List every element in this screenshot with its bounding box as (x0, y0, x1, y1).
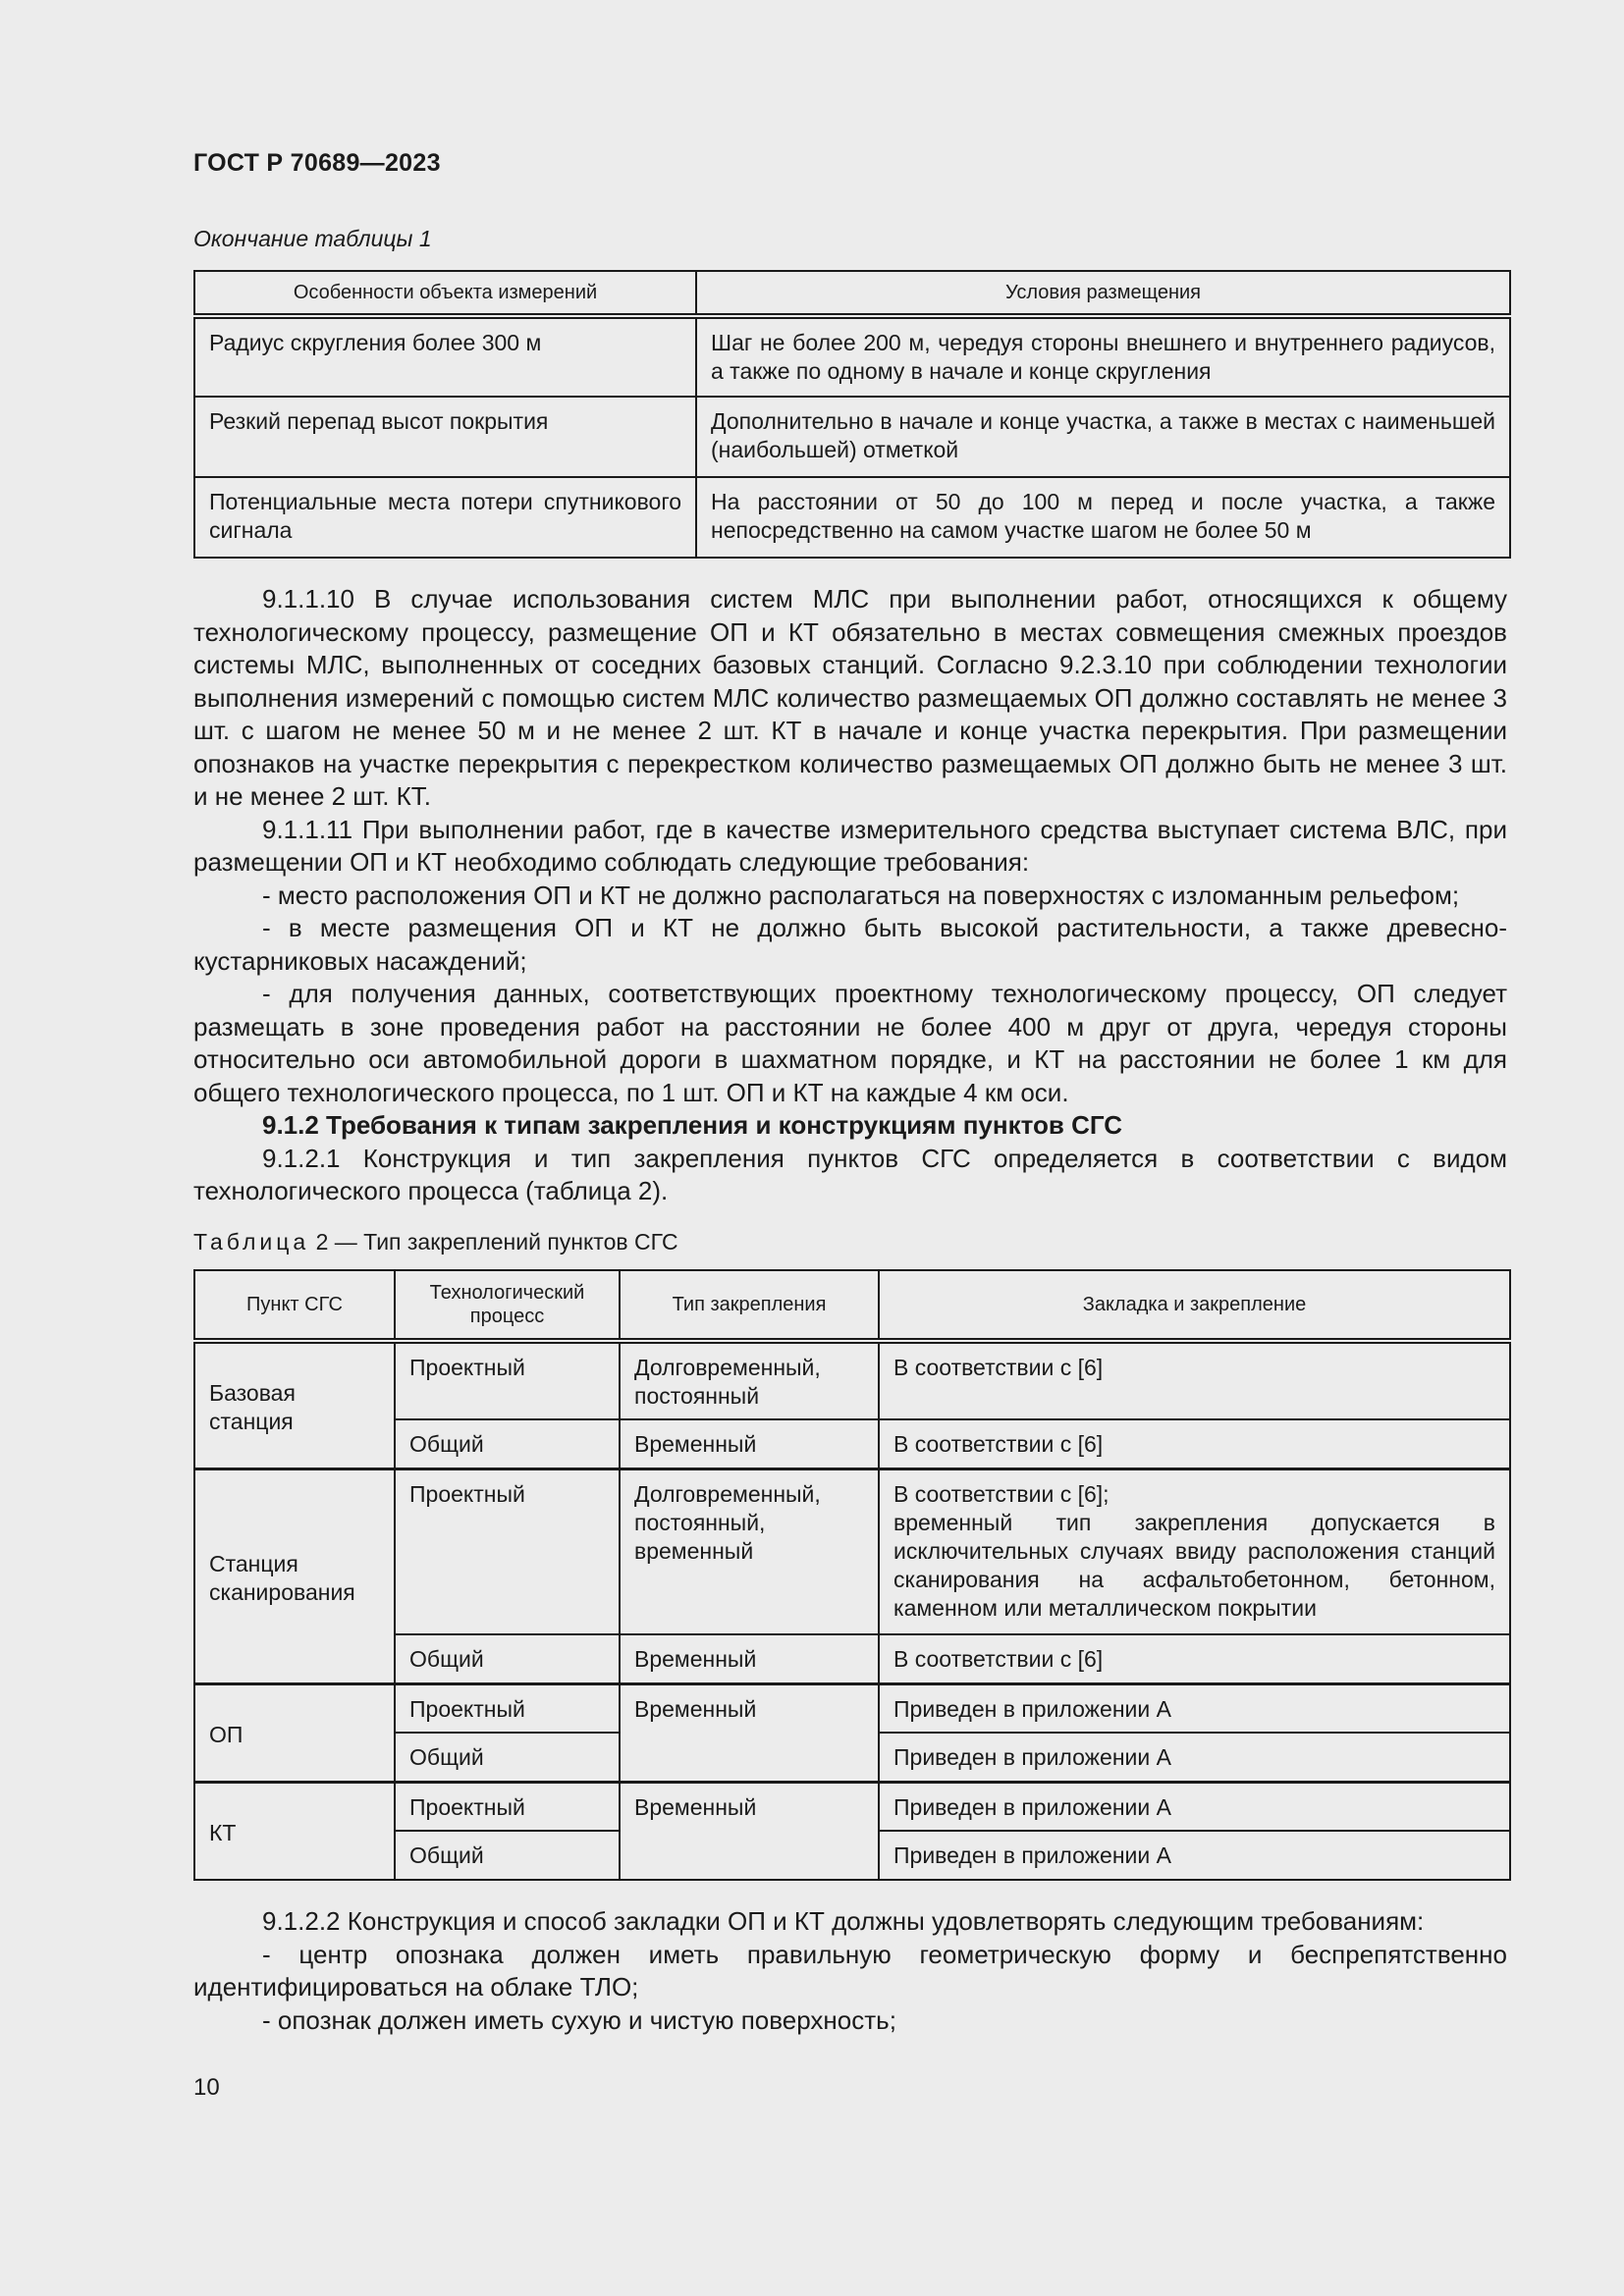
table-cell: В соответствии с [6] (879, 1634, 1510, 1683)
table-cell: Общий (395, 1831, 620, 1880)
table-cell: В соответствии с [6] (879, 1341, 1510, 1419)
table-cell: Проектный (395, 1341, 620, 1419)
table-cell: Потенциальные места потери спутникового сигнала (194, 477, 696, 558)
table-row (194, 316, 1510, 397)
column-header: Закладка и закрепление (879, 1270, 1510, 1341)
table-cell: Дополнительно в начале и конце участка, а также в местах с наименьшей (наибольшей) отметкой (696, 397, 1510, 477)
document-code: ГОСТ Р 70689—2023 (193, 149, 441, 177)
table-continuation-label: Окончание таблицы 1 (193, 226, 432, 251)
table-cell: Долговременный, постоянный (620, 1341, 879, 1419)
body-text-section (193, 583, 1507, 1208)
table-row (194, 1341, 1510, 1419)
table-row (194, 397, 1510, 477)
list-item: - опознак должен иметь сухую и чистую поверхность; (262, 2004, 896, 2035)
column-header: Условия размещения (696, 271, 1510, 316)
list-item: - для получения данных, соответствующих проектному технологическому процессу, ОП следует размещать в зоне проведения работ на расстоянии не более 400 м друг от друга, чередуя стороны относительно оси автомобильной дороги в шахматном порядке, и КТ на расстоянии не более 1 км для общего технологического процесса, по 1 шт. ОП и КТ на каждые 4 км оси. (193, 979, 1507, 1107)
column-header: Тип закрепления (620, 1270, 879, 1341)
table-cell: Общий (395, 1634, 620, 1683)
table-cell (879, 1468, 1510, 1634)
table-row (194, 1782, 1510, 1831)
table-cell: Шаг не более 200 м, чередуя стороны внешнего и внутреннего радиусов, а также по одному в начале и конце скругления (696, 316, 1510, 397)
table-caption-text: 2 — Тип закреплений пунктов СГС (309, 1229, 678, 1255)
list-item: - центр опознака должен иметь правильную геометрическую форму и беспрепятственно идентифицироваться на облаке ТЛО; (193, 1939, 1507, 2002)
table-cell: Проектный (395, 1683, 620, 1733)
table-cell: Общий (395, 1419, 620, 1468)
table-cell: Временный (620, 1782, 879, 1880)
body-text-section (193, 1905, 1507, 2037)
cell-line: временный тип закрепления допускается в исключительных случаях ввиду расположения станций сканирования на асфальтобетонном, бетонном, каменном или металлическом покрытии (893, 1509, 1495, 1621)
column-header: Особенности объекта измерений (194, 271, 696, 316)
fixing-types-table (193, 1269, 1511, 1881)
table-cell: Временный (620, 1634, 879, 1683)
paragraph: 9.1.2.2 Конструкция и способ закладки ОП и КТ должны удовлетворять следующим требованиям: (262, 1906, 1425, 1936)
paragraph: 9.1.1.11 При выполнении работ, где в качестве измерительного средства выступает система ВЛС, при размещении ОП и КТ необходимо соблюдать следующие требования: (193, 814, 1507, 877)
table-cell: Временный (620, 1419, 879, 1468)
table-cell: На расстоянии от 50 до 100 м перед и после участка, а также непосредственно на самом участке шагом не более 50 м (696, 477, 1510, 558)
table-cell: Приведен в приложении А (879, 1782, 1510, 1831)
table-cell: Базовая станция (194, 1341, 395, 1468)
table-caption (193, 1229, 678, 1255)
table-cell: Приведен в приложении А (879, 1733, 1510, 1782)
table-cell: Радиус скругления более 300 м (194, 316, 696, 397)
list-item: - в месте размещения ОП и КТ не должно быть высокой растительности, а также древесно-кустарниковых насаждений; (193, 913, 1507, 976)
list-item: - место расположения ОП и КТ не должно располагаться на поверхностях с изломанным рельефом; (262, 880, 1460, 910)
paragraph: 9.1.2.1 Конструкция и тип закрепления пунктов СГС определяется в соответствии с видом технологического процесса (таблица 2). (193, 1143, 1507, 1205)
table-cell: Долговременный, постоянный, временный (620, 1468, 879, 1634)
paragraph: 9.1.1.10 В случае использования систем МЛС при выполнении работ, относящихся к общему технологическому процессу, размещение ОП и КТ обязательно в местах совмещения смежных проездов системы МЛС, выполненных от соседних базовых станций. Согласно 9.2.3.10 при соблюдении технологии выполнения измерений с помощью систем МЛС количество размещаемых ОП должно составлять не менее 3 шт. с шагом не менее 50 м и не менее 2 шт. КТ в начале и конце участка перекрытия. При размещении опознаков на участке перекрытия с перекрестком количество размещаемых ОП должно быть не менее 3 шт. и не менее 2 шт. КТ. (193, 584, 1507, 811)
cell-line: В соответствии с [6]; (893, 1480, 1110, 1507)
table-cell: Приведен в приложении А (879, 1831, 1510, 1880)
table-cell: Временный (620, 1683, 879, 1782)
section-heading: 9.1.2 Требования к типам закрепления и конструкциям пунктов СГС (262, 1110, 1123, 1140)
page-number: 10 (193, 2074, 220, 2101)
column-header: Технологический процесс (395, 1270, 620, 1341)
table-header-row (194, 1270, 1510, 1341)
table-cell: Проектный (395, 1782, 620, 1831)
table-cell: Резкий перепад высот покрытия (194, 397, 696, 477)
table-row (194, 1468, 1510, 1634)
table-cell: В соответствии с [6] (879, 1419, 1510, 1468)
table-cell: Приведен в приложении А (879, 1683, 1510, 1733)
table-cell: Общий (395, 1733, 620, 1782)
table-cell: Станция сканирования (194, 1468, 395, 1683)
table-cell: Проектный (395, 1468, 620, 1634)
table-cell: ОП (194, 1683, 395, 1782)
table-caption-word: Таблица (193, 1229, 310, 1255)
table-cell: КТ (194, 1782, 395, 1880)
placement-conditions-table (193, 270, 1511, 559)
table-header-row (194, 271, 1510, 316)
table-row (194, 1683, 1510, 1733)
table-row (194, 477, 1510, 558)
column-header: Пункт СГС (194, 1270, 395, 1341)
